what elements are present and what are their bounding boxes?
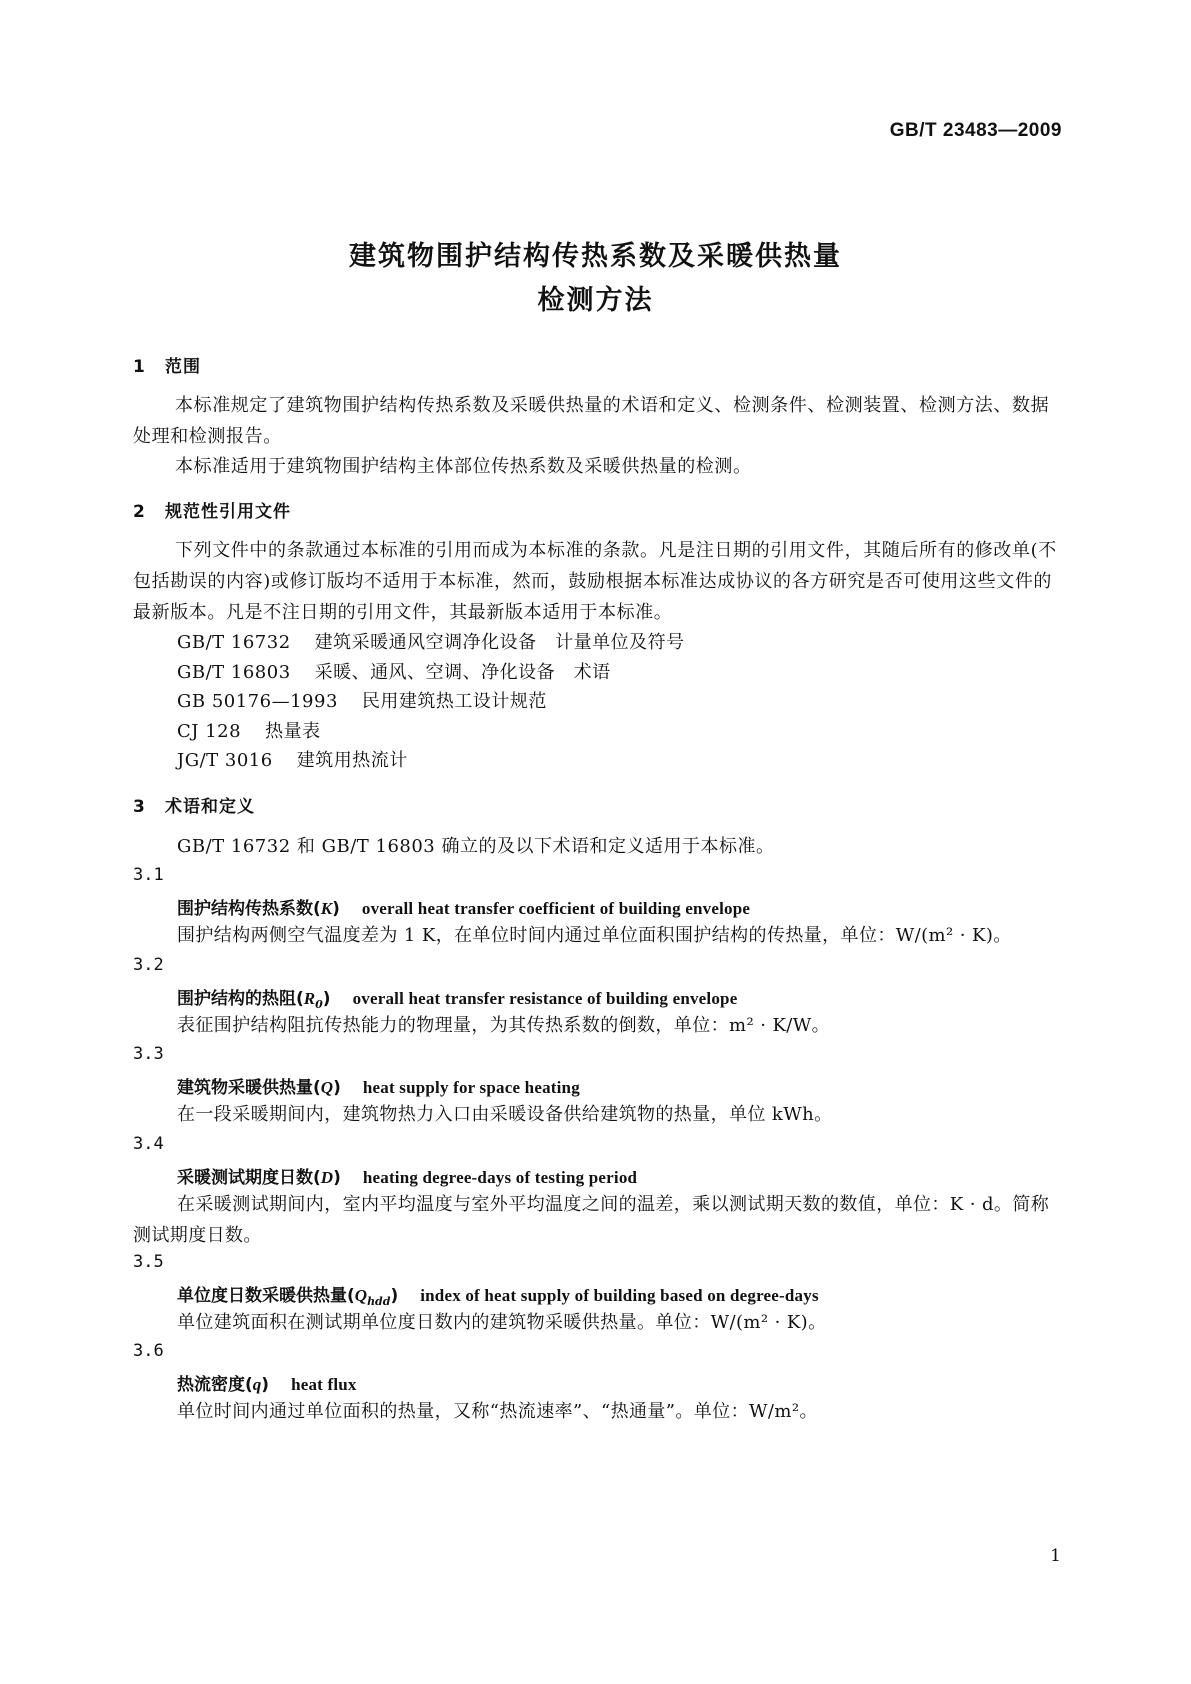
section-title: 范围: [165, 357, 201, 377]
term-subscript: hdd: [367, 1295, 391, 1308]
term-symbol: R: [303, 989, 316, 1008]
scope-paragraph-1: 本标准规定了建筑物围护结构传热系数及采暖供热量的术语和定义、检测条件、检测装置、检测方法、数据处理和检测报告。: [133, 395, 1050, 447]
term-english: heat supply for space heating: [362, 1078, 580, 1097]
term-heading: 采暖测试期度日数(D) heating degree-days of testing period: [177, 1168, 638, 1188]
term-heading: 围护结构的热阻$(R_0)$ overall heat transfer resistance of building envelope: [177, 989, 738, 1011]
reference-title: 民用建筑热工设计规范: [361, 691, 547, 712]
reference-code: CJ 128: [177, 721, 242, 742]
term-chinese: 采暖测试期度日数: [177, 1168, 313, 1188]
reference-code: GB/T 16732: [177, 632, 291, 653]
clause-number: 3.3: [133, 1044, 164, 1064]
term-definition: 围护结构两侧空气温度差为 1 K，在单位时间内通过单位面积围护结构的传热量，单位：W/(m² · K)。: [177, 925, 1012, 946]
section-2-heading: [133, 497, 291, 522]
section-number: 1: [133, 357, 146, 377]
term-symbol: Q: [320, 1078, 334, 1097]
term-definition: 单位建筑面积在测试期单位度日数内的建筑物采暖供热量。单位：W/(m² · K)。: [177, 1312, 827, 1333]
reference-title: 建筑用热流计: [296, 750, 408, 771]
standard-code: GB/T 23483—2009: [889, 120, 1062, 141]
section-title: 术语和定义: [165, 797, 255, 817]
term-english: heat flux: [291, 1375, 357, 1394]
term-symbol: K: [320, 899, 333, 918]
term-chinese: 建筑物采暖供热量: [177, 1078, 313, 1098]
reference-item: [177, 746, 408, 772]
term-english: index of heat supply of building based on degree-days: [420, 1286, 819, 1305]
page-number: 1: [1050, 1546, 1061, 1566]
reference-item: [177, 658, 611, 684]
clause-number: 3.2: [133, 955, 164, 975]
term-chinese: 围护结构传热系数: [177, 899, 313, 919]
reference-title: 热量表: [265, 721, 321, 742]
term-heading: 单位度日数采暖供热量$(Q_{hdd})$ index of heat supply of building based on degree-days: [177, 1286, 819, 1308]
clause-number: 3.4: [133, 1134, 164, 1154]
term-definition: 在采暖测试期间内，室内平均温度与室外平均温度之间的温差，乘以测试期天数的数值，单位：K · d。简称测试期度日数。: [133, 1194, 1050, 1246]
term-english: overall heat transfer resistance of building envelope: [352, 989, 738, 1008]
section-title: 规范性引用文件: [165, 502, 291, 522]
scope-paragraph-2: 本标准适用于建筑物围护结构主体部位传热系数及采暖供热量的检测。: [175, 456, 752, 477]
reference-code: GB 50176—1993: [177, 691, 338, 712]
term-chinese: 围护结构的热阻: [177, 989, 296, 1009]
clause-number: 3.5: [133, 1252, 164, 1272]
reference-code: JG/T 3016: [177, 750, 273, 771]
normative-references-paragraph: 下列文件中的条款通过本标准的引用而成为本标准的条款。凡是注日期的引用文件，其随后所有的修改单(不包括勘误的内容)或修订版均不适用于本标准，然而，鼓励根据本标准达成协议的各方研究是否可使用这些文件的最新版本。凡是不注日期的引用文件，其最新版本适用于本标准。: [133, 540, 1057, 623]
term-heading: 围护结构传热系数(K) overall heat transfer coefficient of building envelope: [177, 899, 751, 919]
term-english: overall heat transfer coefficient of building envelope: [361, 899, 751, 918]
reference-item: [177, 717, 321, 743]
term-heading: 建筑物采暖供热量(Q) heat supply for space heating: [177, 1078, 580, 1098]
terms-intro: GB/T 16732 和 GB/T 16803 确立的及以下术语和定义适用于本标准。: [177, 836, 775, 857]
clause-number: 3.6: [133, 1341, 164, 1361]
term-heading: 热流密度(q) heat flux: [177, 1375, 357, 1395]
section-3-heading: [133, 792, 255, 817]
document-title: 建筑物围护结构传热系数及采暖供热量: [349, 241, 842, 272]
reference-item: [177, 687, 547, 713]
reference-item: [177, 628, 685, 654]
reference-title: 建筑采暖通风空调净化设备 计量单位及符号: [314, 632, 685, 653]
term-english: heating degree-days of testing period: [362, 1168, 638, 1187]
section-number: 3: [133, 797, 146, 817]
document-subtitle: 检测方法: [537, 285, 654, 316]
reference-title: 采暖、通风、空调、净化设备 术语: [314, 662, 611, 683]
term-definition: 表征围护结构阻抗传热能力的物理量，为其传热系数的倒数，单位：m² · K/W。: [177, 1015, 831, 1036]
term-definition: 单位时间内通过单位面积的热量，又称“热流速率”、“热通量”。单位：W/m²。: [177, 1401, 818, 1422]
term-symbol: D: [320, 1168, 334, 1187]
term-subscript: 0: [315, 998, 323, 1011]
term-chinese: 热流密度: [177, 1375, 245, 1395]
term-symbol: q: [252, 1375, 262, 1394]
term-symbol: Q: [354, 1286, 368, 1305]
reference-code: GB/T 16803: [177, 662, 291, 683]
term-definition: 在一段采暖期间内，建筑物热力入口由采暖设备供给建筑物的热量，单位 kWh。: [177, 1104, 833, 1125]
section-1-heading: [133, 352, 201, 377]
section-number: 2: [133, 502, 146, 522]
clause-number: 3.1: [133, 865, 164, 885]
term-chinese: 单位度日数采暖供热量: [177, 1286, 347, 1306]
